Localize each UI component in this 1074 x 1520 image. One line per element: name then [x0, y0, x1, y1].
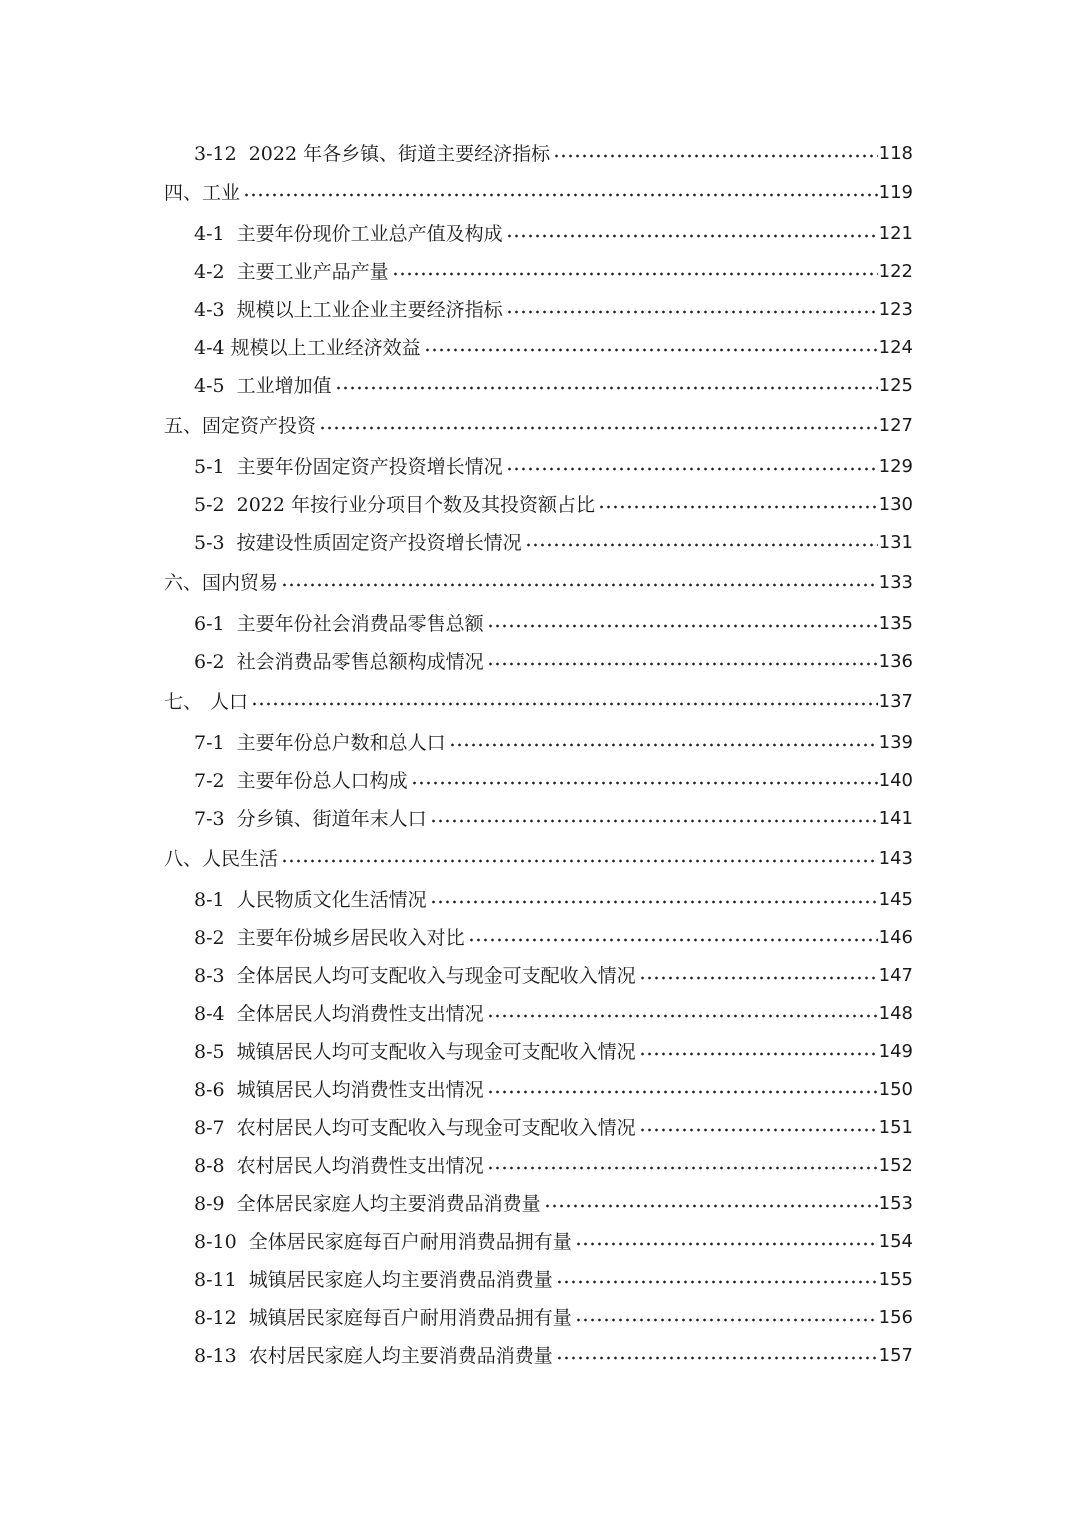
toc-number: 8-10	[194, 1231, 237, 1253]
dot-leader	[556, 1356, 878, 1360]
toc-title: 规模以上工业经济效益	[230, 337, 421, 359]
toc-title: 固定资产投资	[202, 415, 317, 437]
toc-page-number: 135	[878, 613, 913, 634]
toc-chapter-number: 六、	[164, 572, 203, 594]
toc-page-number: 143	[878, 848, 913, 869]
toc-number: 5-1	[194, 456, 225, 478]
toc-title: 城镇居民家庭人均主要消费品消费量	[248, 1269, 553, 1291]
dot-leader	[544, 1204, 878, 1208]
toc-page-number: 156	[878, 1307, 913, 1328]
toc-title: 全体居民人均可支配收入与现金可支配收入情况	[236, 965, 636, 987]
toc-page-number: 136	[878, 651, 913, 672]
toc-entry-8-13[interactable]	[194, 1341, 913, 1371]
toc-title: 人口	[210, 691, 249, 713]
toc-page-number: 125	[878, 375, 913, 396]
toc-title: 主要工业产品产量	[236, 261, 389, 283]
toc-title: 农村居民人均可支配收入与现金可支配收入情况	[236, 1117, 636, 1139]
dot-leader	[487, 1014, 878, 1018]
toc-number: 7-3	[194, 808, 225, 830]
toc-entry-8-4[interactable]	[194, 999, 913, 1029]
toc-title: 城镇居民人均可支配收入与现金可支配收入情况	[236, 1041, 636, 1063]
toc-title: 主要年份城乡居民收入对比	[236, 927, 465, 949]
toc-page-number: 137	[878, 691, 913, 712]
toc-entry-5-1[interactable]	[194, 452, 913, 482]
toc-number: 4-3	[194, 299, 225, 321]
dot-leader	[487, 662, 878, 666]
dot-leader	[506, 310, 878, 314]
toc-title: 主要年份社会消费品零售总额	[236, 613, 484, 635]
toc-entry-4-5[interactable]	[194, 371, 913, 401]
toc-number: 4-2	[194, 261, 225, 283]
dot-leader	[430, 900, 878, 904]
toc-page-number: 149	[878, 1041, 913, 1062]
toc-entry-7-1[interactable]	[194, 728, 913, 758]
toc-entry-4-1[interactable]	[194, 219, 913, 249]
toc-entry-7-3[interactable]	[194, 804, 913, 834]
toc-entry-8-8[interactable]	[194, 1151, 913, 1181]
toc-page-number: 121	[878, 223, 913, 244]
toc-title: 全体居民人均消费性支出情况	[236, 1003, 484, 1025]
dot-leader	[553, 154, 878, 158]
toc-number: 3-12	[194, 143, 237, 165]
dot-leader	[468, 938, 878, 942]
toc-page-number: 157	[878, 1345, 913, 1366]
dot-leader	[449, 743, 878, 747]
toc-entry-8-2[interactable]	[194, 923, 913, 953]
dot-leader	[251, 702, 878, 706]
dot-leader	[639, 1052, 878, 1056]
toc-entry-8-11[interactable]	[194, 1265, 913, 1295]
toc-number: 8-13	[194, 1345, 237, 1367]
toc-title: 主要年份总户数和总人口	[236, 732, 446, 754]
dot-leader	[335, 386, 878, 390]
dot-leader	[639, 976, 878, 980]
toc-title: 农村居民人均消费性支出情况	[236, 1155, 484, 1177]
toc-number: 5-3	[194, 532, 225, 554]
toc-page-number: 123	[878, 299, 913, 320]
toc-entry-8-3[interactable]	[194, 961, 913, 991]
toc-chapter-industry[interactable]	[164, 178, 913, 208]
toc-title: 主要年份现价工业总产值及构成	[236, 223, 503, 245]
toc-number: 4-5	[194, 375, 225, 397]
toc-number: 8-1	[194, 889, 225, 911]
toc-title: 国内贸易	[202, 572, 279, 594]
toc-entry-8-10[interactable]	[194, 1227, 913, 1257]
dot-leader	[575, 1318, 878, 1322]
dot-leader	[243, 193, 878, 197]
toc-page-number: 139	[878, 732, 913, 753]
dot-leader	[487, 1090, 878, 1094]
toc-title: 人民生活	[202, 848, 279, 870]
toc-page-number: 140	[878, 770, 913, 791]
toc-title: 2022 年按行业分项目个数及其投资额占比	[236, 494, 596, 516]
toc-page-number: 147	[878, 965, 913, 986]
toc-title: 主要年份总人口构成	[236, 770, 408, 792]
toc-title: 社会消费品零售总额构成情况	[236, 651, 484, 673]
toc-page-number: 154	[878, 1231, 913, 1252]
toc-entry-4-2[interactable]	[194, 257, 913, 287]
toc-entry-8-9[interactable]	[194, 1189, 913, 1219]
dot-leader	[392, 272, 878, 276]
toc-page-number: 130	[878, 494, 913, 515]
toc-number: 8-4	[194, 1003, 225, 1025]
dot-leader	[506, 234, 878, 238]
toc-entry-8-1[interactable]	[194, 885, 913, 915]
dot-leader	[487, 1166, 878, 1170]
toc-number: 8-9	[194, 1193, 225, 1215]
toc-page-number: 150	[878, 1079, 913, 1100]
dot-leader	[430, 819, 878, 823]
toc-title: 农村居民家庭人均主要消费品消费量	[248, 1345, 553, 1367]
toc-number: 8-7	[194, 1117, 225, 1139]
toc-page-number: 145	[878, 889, 913, 910]
toc-page-number: 151	[878, 1117, 913, 1138]
toc-page-number: 122	[878, 261, 913, 282]
dot-leader	[525, 543, 878, 547]
toc-page-number: 155	[878, 1269, 913, 1290]
toc-entry-8-6[interactable]	[194, 1075, 913, 1105]
toc-number: 7-2	[194, 770, 225, 792]
toc-title: 全体居民家庭人均主要消费品消费量	[236, 1193, 541, 1215]
toc-number: 7-1	[194, 732, 225, 754]
toc-page-number: 133	[878, 572, 913, 593]
toc-chapter-domestic-trade[interactable]	[164, 568, 913, 598]
dot-leader	[319, 426, 878, 430]
toc-page-number: 141	[878, 808, 913, 829]
toc-entry-6-2[interactable]	[194, 647, 913, 677]
toc-entry-4-3[interactable]	[194, 295, 913, 325]
toc-page-number: 153	[878, 1193, 913, 1214]
toc-number: 8-12	[194, 1307, 237, 1329]
toc-page-number: 148	[878, 1003, 913, 1024]
toc-title: 工业	[202, 182, 241, 204]
toc-title: 分乡镇、街道年末人口	[236, 808, 427, 830]
toc-title: 2022 年各乡镇、街道主要经济指标	[248, 143, 551, 165]
toc-chapter-number: 五、	[164, 415, 203, 437]
dot-leader	[575, 1242, 878, 1246]
toc-page-number: 129	[878, 456, 913, 477]
toc-number: 6-2	[194, 651, 225, 673]
dot-leader	[598, 505, 878, 509]
dot-leader	[281, 859, 878, 863]
toc-title: 规模以上工业企业主要经济指标	[236, 299, 503, 321]
toc-chapter-population[interactable]	[164, 687, 913, 717]
toc-number: 6-1	[194, 613, 225, 635]
toc-entry-4-4[interactable]	[194, 333, 913, 363]
toc-page-number: 124	[878, 337, 913, 358]
toc-page-number: 146	[878, 927, 913, 948]
toc-number: 4-4	[194, 337, 225, 359]
toc-entry-5-3[interactable]	[194, 528, 913, 558]
toc-number: 4-1	[194, 223, 225, 245]
toc-number: 8-3	[194, 965, 225, 987]
toc-number: 8-2	[194, 927, 225, 949]
toc-number: 5-2	[194, 494, 225, 516]
dot-leader	[506, 467, 878, 471]
toc-entry-3-12[interactable]	[194, 139, 913, 169]
dot-leader	[411, 781, 878, 785]
toc-entry-5-2[interactable]	[194, 490, 913, 520]
toc-chapter-fixed-asset-investment[interactable]	[164, 411, 913, 441]
dot-leader	[424, 348, 878, 352]
toc-page-number: 131	[878, 532, 913, 553]
toc-title: 工业增加值	[236, 375, 332, 397]
dot-leader	[639, 1128, 878, 1132]
toc-title: 全体居民家庭每百户耐用消费品拥有量	[248, 1231, 572, 1253]
toc-entry-7-2[interactable]	[194, 766, 913, 796]
toc-title: 人民物质文化生活情况	[236, 889, 427, 911]
toc-chapter-number: 四、	[164, 182, 203, 204]
toc-number: 8-6	[194, 1079, 225, 1101]
toc-entry-8-5[interactable]	[194, 1037, 913, 1067]
toc-number: 8-11	[194, 1269, 237, 1291]
toc-entry-6-1[interactable]	[194, 609, 913, 639]
toc-entry-8-12[interactable]	[194, 1303, 913, 1333]
toc-chapter-number: 八、	[164, 848, 203, 870]
toc-page-number: 119	[878, 182, 913, 203]
toc-title: 按建设性质固定资产投资增长情况	[236, 532, 522, 554]
toc-title: 城镇居民人均消费性支出情况	[236, 1079, 484, 1101]
toc-page-number: 127	[878, 415, 913, 436]
toc-number: 8-8	[194, 1155, 225, 1177]
toc-title: 主要年份固定资产投资增长情况	[236, 456, 503, 478]
dot-leader	[556, 1280, 878, 1284]
toc-chapter-people-life[interactable]	[164, 844, 913, 874]
dot-leader	[281, 583, 878, 587]
toc-page-number: 118	[878, 143, 913, 164]
toc-entry-8-7[interactable]	[194, 1113, 913, 1143]
toc-title: 城镇居民家庭每百户耐用消费品拥有量	[248, 1307, 572, 1329]
toc-number: 8-5	[194, 1041, 225, 1063]
toc-chapter-number: 七、	[164, 691, 203, 713]
toc-page-number: 152	[878, 1155, 913, 1176]
dot-leader	[487, 624, 878, 628]
